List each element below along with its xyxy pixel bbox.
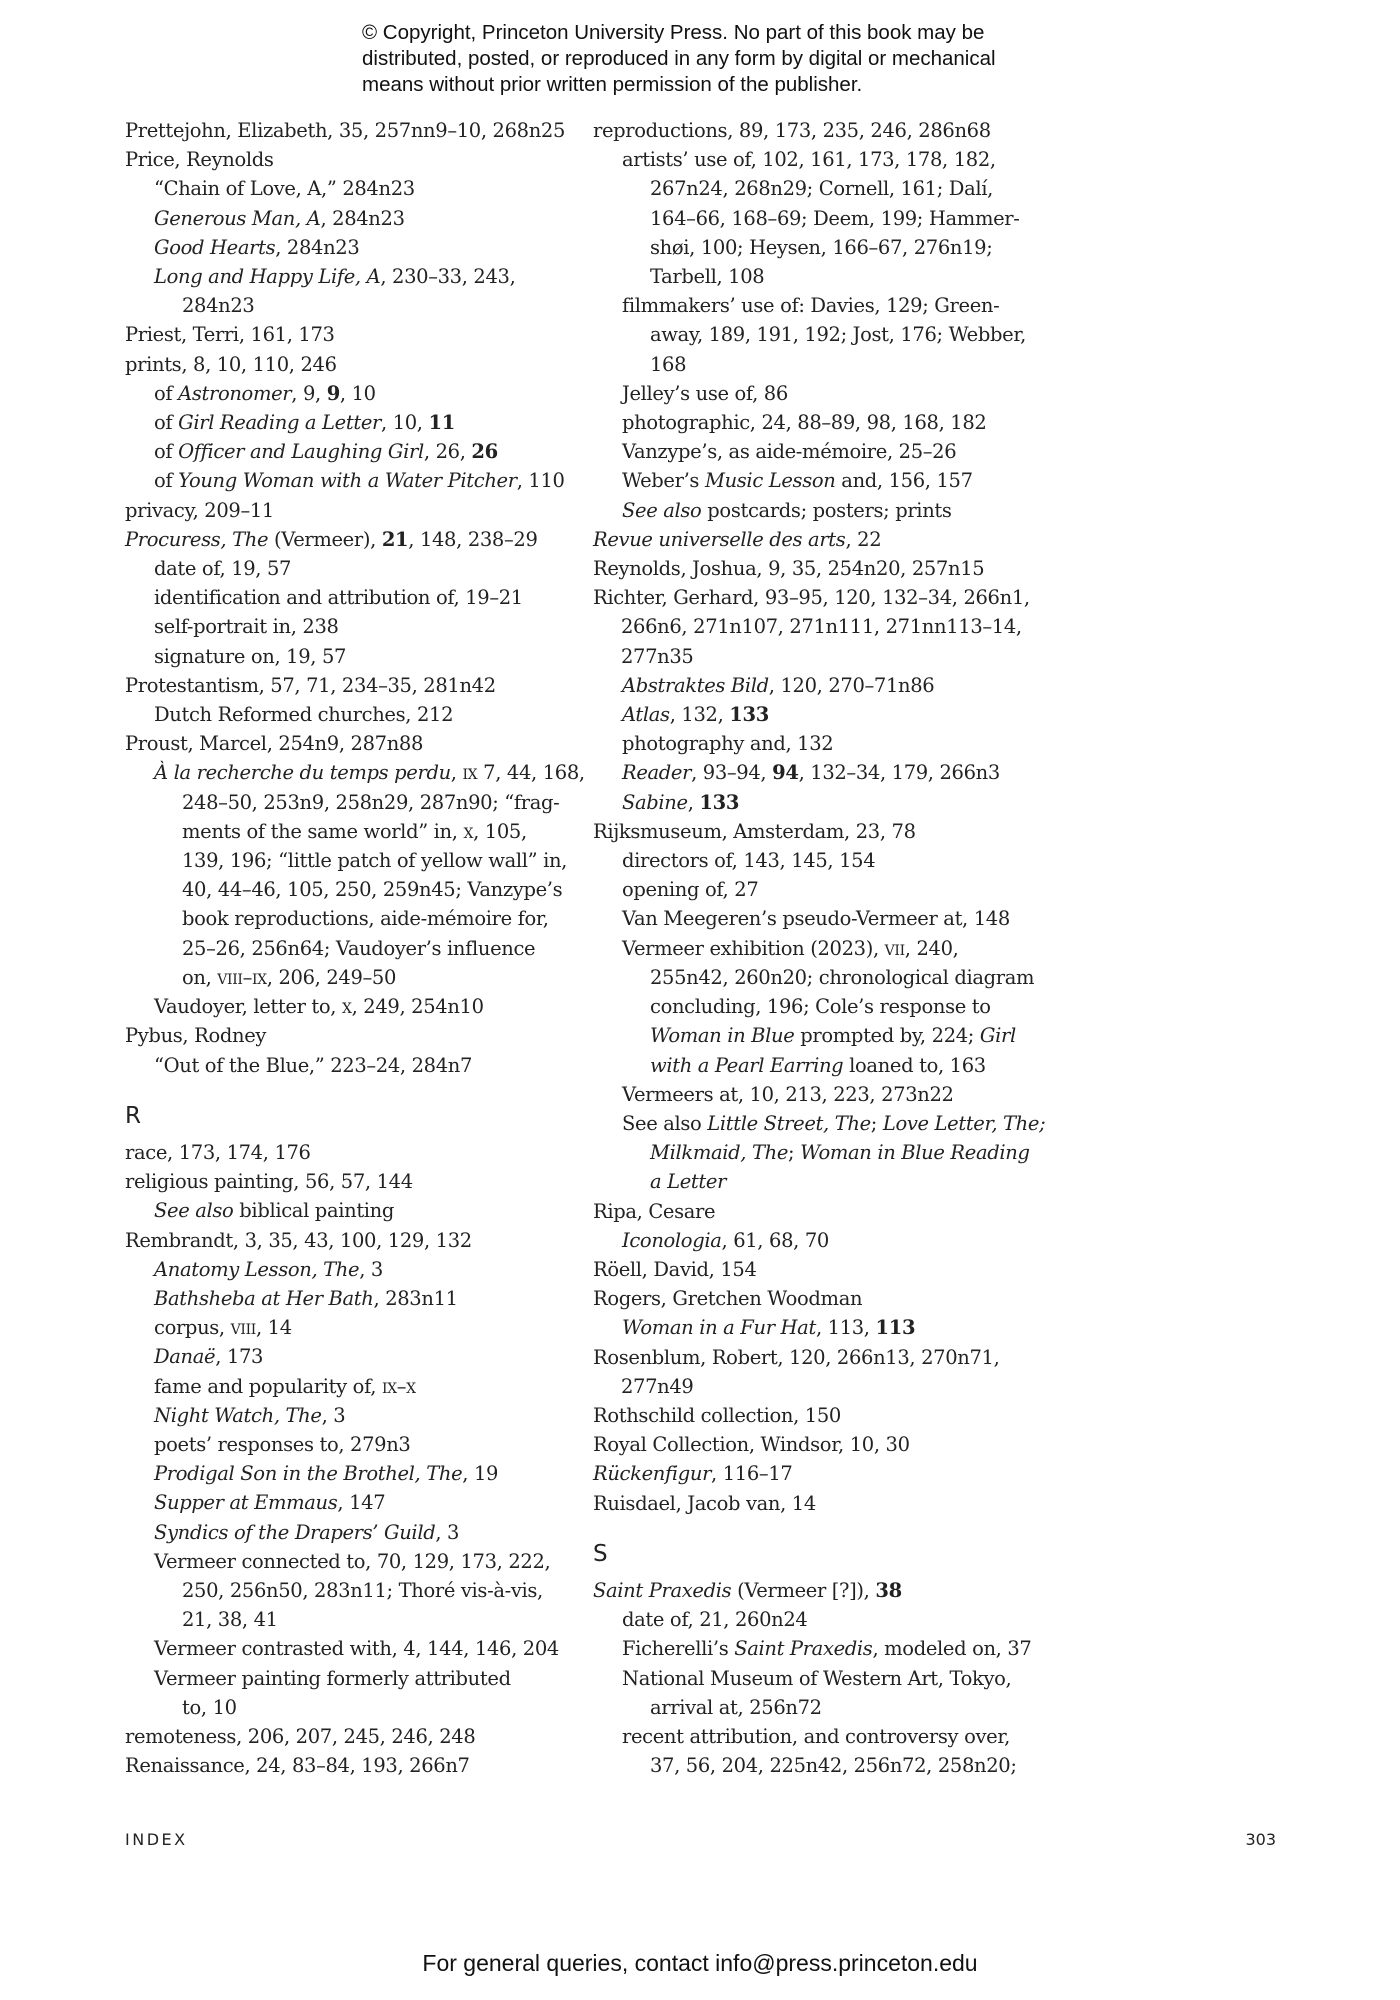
entry-text: 248–50, 253n9, 258n29, 287n90; “frag- bbox=[182, 790, 560, 814]
entry-text: , 10 bbox=[339, 381, 376, 405]
entry-text: Good Hearts bbox=[154, 235, 276, 259]
entry-text: of bbox=[154, 411, 179, 435]
index-subentry bbox=[593, 729, 1053, 758]
index-subentry bbox=[125, 437, 565, 466]
entry-text: “Chain of Love, A,” 284n23 bbox=[154, 177, 415, 201]
entry-text: Reynolds, Joshua, 9, 35, 254n20, 257n15 bbox=[593, 557, 985, 581]
index-subentry bbox=[125, 583, 565, 612]
index-subentry bbox=[593, 934, 1053, 1080]
entry-text: Jelley’s use of, 86 bbox=[622, 381, 788, 405]
index-entry bbox=[125, 350, 565, 379]
entry-text: “Out of the Blue,” 223–24, 284n7 bbox=[154, 1053, 473, 1077]
entry-text: See also bbox=[154, 1199, 234, 1223]
index-subentry bbox=[125, 1313, 565, 1342]
entry-text: Officer and Laughing Girl bbox=[178, 440, 424, 464]
entry-text: 94 bbox=[772, 761, 799, 785]
entry-text: Van Meegeren’s pseudo-Vermeer at, 148 bbox=[622, 907, 1010, 931]
index-entry bbox=[125, 1226, 565, 1255]
index-entry bbox=[593, 1255, 1053, 1284]
entry-text: 266n6, 271n107, 271n111, 271nn113–14, bbox=[621, 615, 1022, 639]
index-subentry bbox=[125, 642, 565, 671]
entry-text: , 120, 270–71n86 bbox=[768, 673, 935, 697]
entry-text: 133 bbox=[729, 703, 769, 727]
index-subentry bbox=[125, 1459, 565, 1488]
index-subentry bbox=[593, 437, 1053, 466]
entry-text: , 3 bbox=[359, 1257, 383, 1281]
entry-text: Generous Man, A bbox=[154, 206, 321, 230]
index-entry bbox=[125, 1021, 565, 1050]
index-entry bbox=[593, 1459, 1053, 1488]
entry-text: x bbox=[341, 995, 352, 1019]
index-entry bbox=[125, 1138, 565, 1167]
entry-text: Danaë bbox=[154, 1345, 216, 1369]
entry-text: ; bbox=[788, 1141, 801, 1165]
entry-text: viii–ix bbox=[217, 965, 267, 989]
entry-text: ments of the same world” in, bbox=[182, 819, 464, 843]
entry-text: self-portrait in, 238 bbox=[154, 615, 339, 639]
entry-text: 9 bbox=[326, 381, 340, 405]
index-entry bbox=[593, 1284, 1053, 1313]
entry-text: 25–26, 256n64; Vaudoyer’s influence bbox=[182, 936, 536, 960]
index-subentry bbox=[593, 1634, 1053, 1663]
entry-text: religious painting, 56, 57, 144 bbox=[125, 1170, 413, 1194]
entry-text: Iconologia bbox=[622, 1228, 722, 1252]
index-entry bbox=[593, 1489, 1053, 1518]
index-entry bbox=[593, 1576, 1053, 1605]
entry-text: , 14 bbox=[255, 1316, 292, 1340]
index-subentry bbox=[593, 758, 1053, 787]
entry-text: photographic, 24, 88–89, 98, 168, 182 bbox=[622, 411, 987, 435]
entry-text: Rosenblum, Robert, 120, 266n13, 270n71, bbox=[593, 1345, 1000, 1369]
entry-text: 21 bbox=[381, 527, 409, 551]
entry-text: Love Letter, The; bbox=[882, 1111, 1046, 1135]
entry-text: Supper at Emmaus bbox=[154, 1491, 338, 1515]
entry-text: Röell, David, 154 bbox=[593, 1257, 757, 1281]
entry-text: Royal Collection, Windsor, 10, 30 bbox=[593, 1433, 910, 1457]
entry-text: biblical painting bbox=[233, 1199, 395, 1223]
entry-text: Vaudoyer, letter to, bbox=[154, 995, 342, 1019]
entry-text: Woman in Blue bbox=[650, 1024, 795, 1048]
entry-text: À la recherche du temps perdu bbox=[154, 761, 451, 785]
entry-text: ; bbox=[870, 1111, 883, 1135]
entry-text: Little Street, The bbox=[707, 1111, 871, 1135]
entry-text: , 19 bbox=[462, 1462, 499, 1486]
index-column-right bbox=[593, 116, 1053, 1780]
entry-text: 26 bbox=[471, 440, 498, 464]
entry-text: Abstraktes Bild bbox=[622, 673, 769, 697]
index-entry bbox=[593, 583, 1053, 671]
entry-text: Rogers, Gretchen Woodman bbox=[593, 1287, 863, 1311]
index-subentry bbox=[593, 846, 1053, 875]
entry-text: Woman in Blue Reading bbox=[800, 1141, 1030, 1165]
entry-text: , 249, 254n10 bbox=[351, 995, 484, 1019]
index-subentry bbox=[125, 1547, 565, 1635]
entry-text: , 284n23 bbox=[320, 206, 405, 230]
entry-text: Protestantism, 57, 71, 234–35, 281n42 bbox=[125, 673, 496, 697]
entry-text: , 240, bbox=[904, 936, 959, 960]
entry-text: 277n35 bbox=[621, 644, 694, 668]
index-subentry bbox=[125, 1664, 565, 1722]
entry-text: Long and Happy Life, A bbox=[154, 265, 381, 289]
entry-text: and, 156, 157 bbox=[835, 469, 973, 493]
entry-text: Syndics of the Drapers’ Guild bbox=[154, 1520, 436, 1544]
index-subentry bbox=[125, 1196, 565, 1225]
page-number: 303 bbox=[1245, 1830, 1276, 1849]
section-heading: R bbox=[125, 1102, 141, 1129]
index-subentry bbox=[593, 145, 1053, 291]
entry-text: recent attribution, and controversy over, bbox=[622, 1724, 1010, 1748]
index-subentry bbox=[125, 379, 565, 408]
entry-text: date of, 21, 260n24 bbox=[622, 1608, 808, 1632]
entry-text: 40, 44–46, 105, 250, 259n45; Vanzype’s bbox=[182, 878, 563, 902]
index-entry bbox=[593, 116, 1053, 145]
entry-text: Rothschild collection, 150 bbox=[593, 1403, 841, 1427]
entry-text: signature on, 19, 57 bbox=[154, 644, 347, 668]
entry-text: , 113, bbox=[815, 1316, 876, 1340]
index-subentry bbox=[125, 758, 585, 992]
index-subentry bbox=[125, 1051, 565, 1080]
entry-text: See also bbox=[622, 1111, 708, 1135]
entry-text: Night Watch, The bbox=[154, 1403, 322, 1427]
entry-text: of bbox=[154, 440, 179, 464]
entry-text: Girl Reading a Letter bbox=[178, 411, 381, 435]
entry-text: Ruisdael, Jacob van, 14 bbox=[593, 1491, 816, 1515]
index-subentry bbox=[593, 496, 1053, 525]
index-subentry bbox=[125, 992, 565, 1021]
entry-text: Milkmaid, The bbox=[650, 1141, 789, 1165]
index-subentry bbox=[125, 1255, 565, 1284]
entry-text: (Vermeer), bbox=[268, 527, 382, 551]
entry-text: Woman in a Fur Hat bbox=[622, 1316, 816, 1340]
entry-text: Vermeer contrasted with, 4, 144, 146, 204 bbox=[154, 1637, 559, 1661]
entry-text: Astronomer bbox=[178, 381, 292, 405]
index-subentry bbox=[125, 1430, 565, 1459]
entry-text: on, bbox=[182, 965, 218, 989]
entry-text: Vermeers at, 10, 213, 223, 273n22 bbox=[622, 1082, 954, 1106]
contact-notice: For general queries, contact info@press.princeton.edu bbox=[422, 1950, 978, 1976]
entry-text: Price, Reynolds bbox=[125, 148, 274, 172]
index-subentry bbox=[125, 262, 565, 320]
entry-text: , 3 bbox=[321, 1403, 346, 1427]
index-subentry bbox=[593, 291, 1053, 379]
index-subentry bbox=[593, 1080, 1053, 1109]
entry-text: , 148, 238–29 bbox=[408, 527, 538, 551]
entry-text: Richter, Gerhard, 93–95, 120, 132–34, 266n1, bbox=[593, 586, 1030, 610]
entry-text: viii bbox=[230, 1316, 256, 1340]
entry-text: Prodigal Son in the Brothel, The bbox=[154, 1462, 463, 1486]
entry-text: shøi, 100; Heysen, 166–67, 276n19; bbox=[650, 235, 993, 259]
entry-text: a Letter bbox=[650, 1170, 727, 1194]
entry-text: Proust, Marcel, 254n9, 287n88 bbox=[125, 732, 424, 756]
entry-text: Saint Praxedis bbox=[593, 1578, 732, 1602]
entry-text: 113 bbox=[875, 1316, 916, 1340]
index-subentry bbox=[593, 408, 1053, 437]
entry-text: , 283n11 bbox=[373, 1286, 458, 1310]
index-subentry bbox=[125, 1401, 565, 1430]
entry-text: date of, 19, 57 bbox=[154, 557, 292, 581]
index-entry bbox=[593, 1401, 1053, 1430]
index-subentry bbox=[125, 1372, 565, 1401]
entry-text: Saint Praxedis bbox=[734, 1637, 873, 1661]
entry-text: 11 bbox=[428, 411, 455, 435]
entry-text: Priest, Terri, 161, 173 bbox=[125, 323, 335, 347]
entry-text: , 61, 68, 70 bbox=[721, 1228, 829, 1252]
entry-text: privacy, 209–11 bbox=[125, 498, 274, 522]
entry-text: x bbox=[463, 819, 474, 843]
entry-text: , 105, bbox=[473, 819, 527, 843]
entry-text: , 206, 249–50 bbox=[266, 965, 397, 989]
entry-text: 7, 44, 168, bbox=[477, 761, 585, 785]
entry-text: 37, 56, 204, 225n42, 256n72, 258n20; bbox=[650, 1754, 1017, 1778]
entry-text: Sabine bbox=[622, 790, 688, 814]
entry-text: Ficherelli’s bbox=[622, 1637, 735, 1661]
entry-text: Young Woman with a Water Pitcher bbox=[178, 469, 517, 493]
entry-text: Vermeer painting formerly attributed bbox=[154, 1666, 511, 1690]
index-entry bbox=[593, 1343, 1053, 1401]
index-subentry bbox=[125, 1284, 565, 1313]
entry-text: ix–x bbox=[381, 1374, 416, 1398]
index-entry bbox=[125, 729, 565, 758]
index-subentry bbox=[125, 204, 565, 233]
entry-text: Bathsheba at Her Bath bbox=[154, 1286, 374, 1310]
index-entry bbox=[125, 671, 565, 700]
entry-text: , 26, bbox=[423, 440, 472, 464]
entry-text: of bbox=[154, 381, 179, 405]
index-subentry bbox=[125, 233, 565, 262]
entry-text: , 110 bbox=[516, 469, 565, 493]
entry-text: , 3 bbox=[435, 1520, 460, 1544]
entry-text: 277n49 bbox=[621, 1374, 694, 1398]
entry-text: Prettejohn, Elizabeth, 35, 257nn9–10, 268n25 bbox=[125, 119, 566, 142]
entry-text: , 93–94, bbox=[691, 761, 773, 785]
entry-text: filmmakers’ use of: Davies, 129; Green- bbox=[622, 294, 1000, 318]
entry-text: away, 189, 191, 192; Jost, 176; Webber, bbox=[650, 323, 1026, 347]
copyright-notice: © Copyright, Princeton University Press. No part of this book may be distributed, posted, or reproduced in any form by digital or mechanical means without prior written permission of the publisher. bbox=[362, 21, 996, 96]
entry-text: remoteness, 206, 207, 245, 246, 248 bbox=[125, 1724, 476, 1748]
index-subentry bbox=[593, 1722, 1053, 1780]
entry-text: Ripa, Cesare bbox=[593, 1199, 716, 1223]
entry-text: , bbox=[450, 761, 463, 785]
index-subentry bbox=[125, 408, 565, 437]
entry-text: opening of, 27 bbox=[622, 878, 759, 902]
entry-text: National Museum of Western Art, Tokyo, bbox=[622, 1666, 1012, 1690]
entry-text: Weber’s bbox=[622, 469, 705, 493]
entry-text: Renaissance, 24, 83–84, 193, 266n7 bbox=[125, 1754, 470, 1778]
entry-text: vii bbox=[884, 936, 905, 960]
entry-text: poets’ responses to, 279n3 bbox=[154, 1432, 411, 1456]
entry-text: (Vermeer [?]), bbox=[731, 1578, 876, 1602]
running-footer-section: INDEX bbox=[125, 1830, 188, 1849]
entry-text: 139, 196; “little patch of yellow wall” in, bbox=[182, 849, 568, 873]
entry-text: directors of, 143, 145, 154 bbox=[622, 849, 876, 873]
index-entry bbox=[125, 145, 565, 174]
entry-text: 21, 38, 41 bbox=[182, 1608, 278, 1632]
entry-text: , 230–33, 243, bbox=[380, 265, 516, 289]
entry-text: Procuress, The bbox=[125, 527, 269, 551]
index-subentry bbox=[125, 1488, 565, 1517]
index-subentry bbox=[593, 875, 1053, 904]
entry-text: arrival at, 256n72 bbox=[650, 1695, 822, 1719]
entry-text: Vanzype’s, as aide-mémoire, 25–26 bbox=[622, 440, 957, 464]
entry-text: prints, 8, 10, 110, 246 bbox=[125, 352, 337, 376]
section-heading: S bbox=[593, 1540, 608, 1567]
index-entry bbox=[125, 525, 565, 554]
index-entry bbox=[593, 525, 1053, 554]
entry-text: , 9, bbox=[291, 381, 327, 405]
index-subentry bbox=[125, 1342, 565, 1371]
index-subentry bbox=[593, 466, 1053, 495]
index-subentry bbox=[593, 671, 1053, 700]
entry-text: 38 bbox=[875, 1578, 902, 1602]
entry-text: corpus, bbox=[154, 1316, 231, 1340]
index-subentry bbox=[125, 174, 565, 203]
index-entry bbox=[125, 116, 565, 145]
entry-text: 267n24, 268n29; Cornell, 161; Dalí, bbox=[650, 177, 993, 201]
entry-text: 284n23 bbox=[182, 294, 255, 318]
entry-text: Pybus, Rodney bbox=[125, 1024, 267, 1048]
entry-text: artists’ use of, 102, 161, 173, 178, 182, bbox=[622, 148, 996, 172]
entry-text: , 10, bbox=[381, 411, 429, 435]
index-subentry bbox=[593, 1664, 1053, 1722]
index-subentry bbox=[593, 700, 1053, 729]
entry-text: 250, 256n50, 283n11; Thoré vis-à-vis, bbox=[182, 1578, 543, 1602]
entry-text: Tarbell, 108 bbox=[650, 265, 765, 289]
index-subentry bbox=[593, 1226, 1053, 1255]
index-subentry bbox=[593, 1109, 1053, 1197]
index-entry bbox=[125, 1751, 565, 1780]
entry-text: 168 bbox=[650, 352, 687, 376]
index-subentry bbox=[125, 466, 565, 495]
index-subentry bbox=[125, 554, 565, 583]
index-entry bbox=[125, 1167, 565, 1196]
index-subentry bbox=[593, 904, 1053, 933]
index-entry bbox=[593, 554, 1053, 583]
entry-text: to, 10 bbox=[182, 1695, 237, 1719]
entry-text: Vermeer exhibition (2023), bbox=[622, 936, 885, 960]
entry-text: with a Pearl Earring bbox=[650, 1053, 844, 1077]
entry-text: 164–66, 168–69; Deem, 199; Hammer- bbox=[650, 206, 1020, 230]
entry-text: , 22 bbox=[845, 527, 882, 551]
entry-text: book reproductions, aide-mémoire for, bbox=[182, 907, 549, 931]
entry-text: Reader bbox=[622, 761, 692, 785]
entry-text: Girl bbox=[979, 1024, 1016, 1048]
entry-text: concluding, 196; Cole’s response to bbox=[650, 995, 991, 1019]
entry-text: Revue universelle des arts bbox=[593, 527, 846, 551]
entry-text: 133 bbox=[699, 790, 740, 814]
entry-text: See also bbox=[622, 498, 702, 522]
index-subentry bbox=[125, 612, 565, 641]
index-entry bbox=[593, 1430, 1053, 1459]
index-subentry bbox=[125, 700, 565, 729]
index-entry bbox=[593, 1197, 1053, 1226]
entry-text: fame and popularity of, bbox=[154, 1374, 382, 1398]
index-column-left bbox=[125, 116, 585, 1780]
entry-text: Rijksmuseum, Amsterdam, 23, 78 bbox=[593, 819, 916, 843]
index-subentry bbox=[125, 1634, 565, 1663]
entry-text: photography and, 132 bbox=[622, 732, 834, 756]
entry-text: Rembrandt, 3, 35, 43, 100, 129, 132 bbox=[125, 1228, 472, 1252]
entry-text: Music Lesson bbox=[704, 469, 836, 493]
index-entry bbox=[125, 496, 565, 525]
entry-text: identification and attribution of, 19–21 bbox=[154, 586, 523, 610]
index-entry bbox=[125, 320, 565, 349]
entry-text: ix bbox=[462, 761, 478, 785]
entry-text: Rückenfigur bbox=[593, 1462, 712, 1486]
index-subentry bbox=[593, 788, 1053, 817]
index-subentry bbox=[593, 1605, 1053, 1634]
entry-text: , bbox=[687, 790, 700, 814]
index-subentry bbox=[593, 1313, 1053, 1342]
entry-text: 255n42, 260n20; chronological diagram bbox=[650, 965, 1035, 989]
index-entry bbox=[125, 1722, 565, 1751]
entry-text: Anatomy Lesson, The bbox=[154, 1257, 360, 1281]
index-subentry bbox=[125, 1518, 565, 1547]
entry-text: Atlas bbox=[622, 703, 670, 727]
entry-text: , 132, bbox=[669, 703, 730, 727]
entry-text: , 284n23 bbox=[275, 235, 360, 259]
entry-text: of bbox=[154, 469, 179, 493]
entry-text: , 132–34, 179, 266n3 bbox=[798, 761, 1000, 785]
entry-text: , 147 bbox=[337, 1491, 386, 1515]
entry-text: , modeled on, 37 bbox=[872, 1637, 1032, 1661]
index-subentry bbox=[593, 379, 1053, 408]
entry-text: postcards; posters; prints bbox=[701, 498, 952, 522]
entry-text: Dutch Reformed churches, 212 bbox=[154, 703, 454, 727]
entry-text: reproductions, 89, 173, 235, 246, 286n68 bbox=[593, 119, 991, 142]
entry-text: Vermeer connected to, 70, 129, 173, 222, bbox=[154, 1549, 551, 1573]
entry-text: loaned to, 163 bbox=[843, 1053, 986, 1077]
entry-text: , 116–17 bbox=[711, 1462, 793, 1486]
entry-text: prompted by, 224; bbox=[794, 1024, 980, 1048]
index-entry bbox=[593, 817, 1053, 846]
entry-text: , 173 bbox=[215, 1345, 264, 1369]
entry-text: race, 173, 174, 176 bbox=[125, 1140, 311, 1164]
